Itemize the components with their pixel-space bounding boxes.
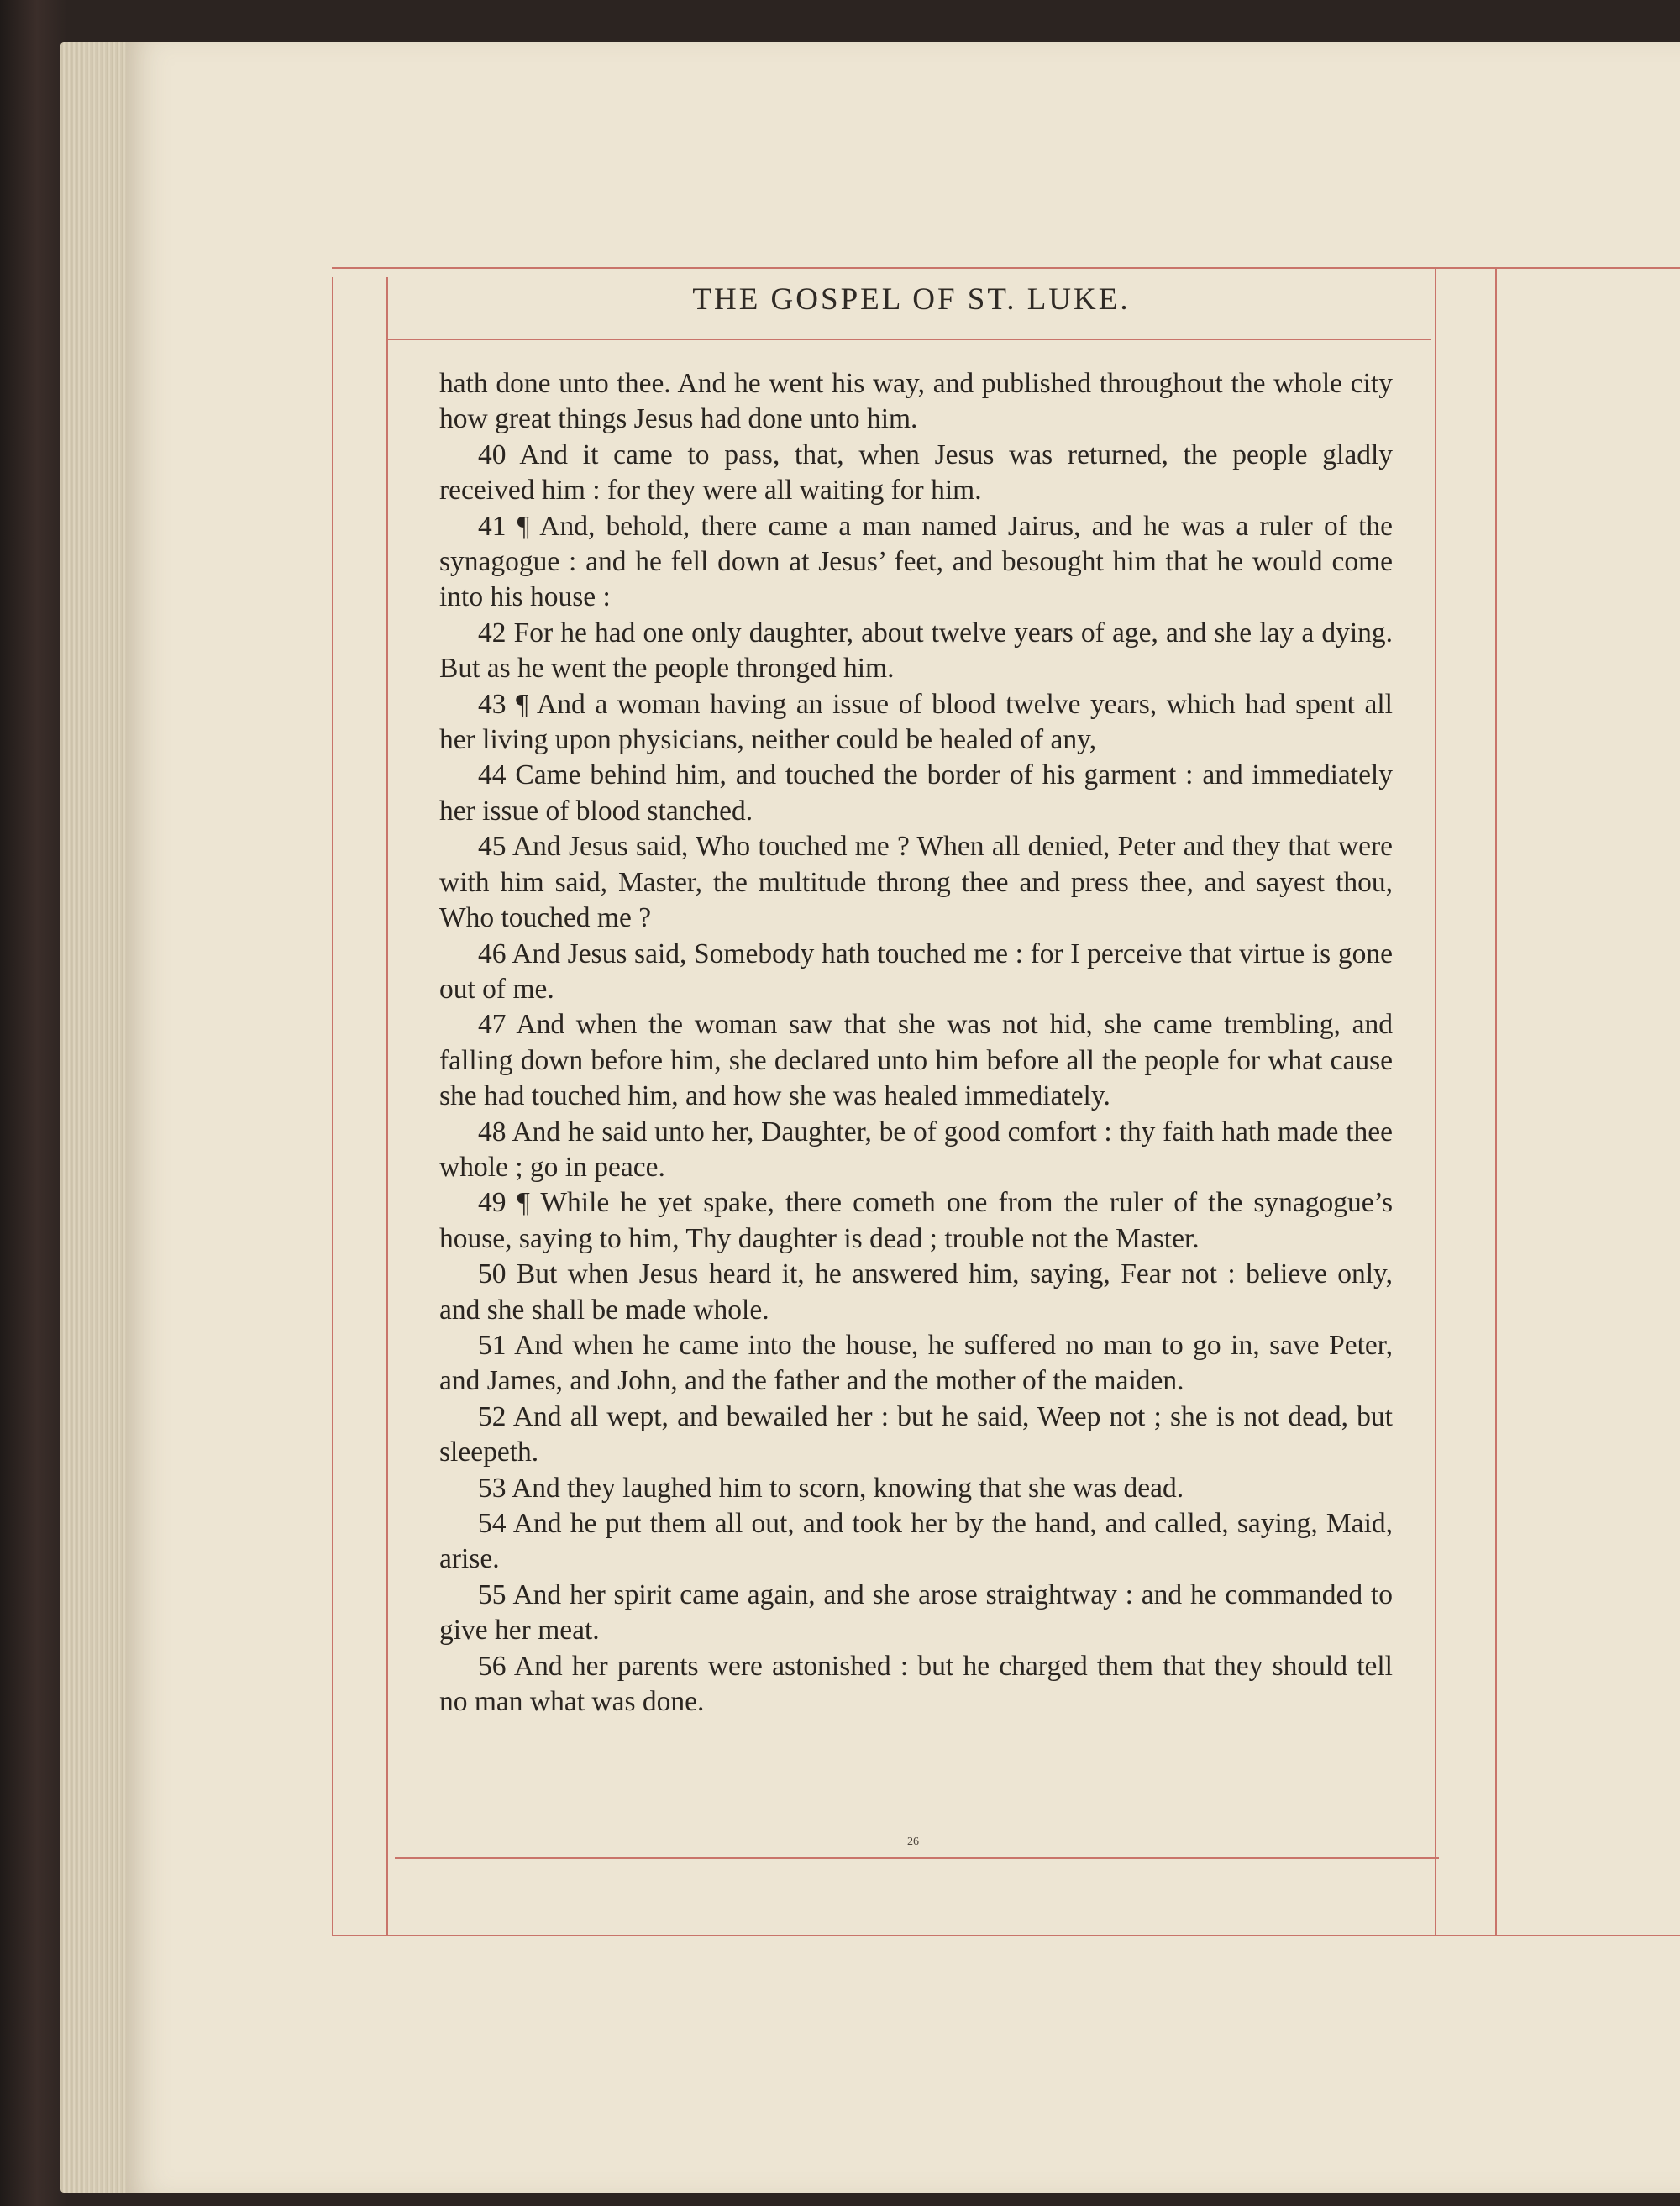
verse-paragraph: hath done unto thee. And he went his way, and published throughout the whole city how great things Jesus had done unto him. [439, 368, 1393, 435]
running-header: THE GOSPEL OF ST. LUKE. [692, 282, 1131, 317]
verse-paragraph: 47 And when the woman saw that she was not hid, she came trembling, and falling down before him, she declared unto him before all the people for what cause she had touched him, and how she was healed immediately. [439, 1009, 1393, 1112]
verse-paragraph: 51 And when he came into the house, he suffered no man to go in, save Peter, and James, and John, and the father and the mother of the maiden. [439, 1329, 1393, 1397]
verse-paragraph: 41 ¶ And, behold, there came a man named Jairus, and he was a ruler of the synagogue : and he fell down at Jesus’ feet, and besought him that he would come into his house : [439, 510, 1393, 613]
rule-bottom-inner [395, 1857, 1439, 1859]
verse-paragraph: 49 ¶ While he yet spake, there cometh one from the ruler of the synagogue’s house, saying to him, Thy daughter is dead ; trouble not the Master. [439, 1187, 1393, 1254]
verse-paragraph: 52 And all wept, and bewailed her : but he said, Weep not ; she is not dead, but sleepeth. [439, 1400, 1393, 1468]
verse-paragraph: 46 And Jesus said, Somebody hath touched me : for I perceive that virtue is gone out of me. [439, 938, 1393, 1005]
verse-paragraph: 53 And they laughed him to scorn, knowing that she was dead. [478, 1472, 1184, 1504]
verse-paragraph: 42 For he had one only daughter, about twelve years of age, and she lay a dying. But as he went the people thronged him. [439, 617, 1393, 685]
verse-paragraph: 40 And it came to pass, that, when Jesus was returned, the people gladly received him : for they were all waiting for him. [439, 439, 1393, 507]
page-edge-stack [60, 42, 136, 2193]
verse-paragraph: 55 And her spirit came again, and she arose straightway : and he commanded to give her meat. [439, 1578, 1393, 1647]
verse-paragraph: 50 But when Jesus heard it, he answered him, saying, Fear not : believe only, and she shall be made whole. [439, 1258, 1393, 1326]
rule-bottom-outer [332, 1935, 1680, 1936]
verse-paragraph: 54 And he put them all out, and took her by the hand, and called, saying, Maid, arise. [439, 1508, 1393, 1575]
verse-paragraph: 44 Came behind him, and touched the border of his garment : and immediately her issue of blood stanched. [439, 759, 1393, 827]
verse-paragraph: 45 And Jesus said, Who touched me ? When all denied, Peter and they that were with him said, Master, the multitude throng thee and press thee, and sayest thou, Who touched me ? [439, 831, 1393, 934]
verse-paragraph: 56 And her parents were astonished : but he charged them that they should tell no man what was done. [439, 1650, 1393, 1718]
rule-right-outer [1495, 269, 1497, 1936]
rule-left-inner [386, 277, 388, 1936]
verse-paragraph: 48 And he said unto her, Daughter, be of good comfort : thy faith hath made thee whole ; go in peace. [439, 1116, 1393, 1183]
scripture-text [439, 366, 1393, 1720]
rule-left-outer [332, 277, 333, 1936]
verse-paragraph: 43 ¶ And a woman having an issue of blood twelve years, which had spent all her living upon physicians, neither could be healed of any, [439, 688, 1393, 756]
book-page [126, 42, 1680, 2193]
page-number: 26 [907, 1836, 919, 1848]
rule-right-inner [1435, 269, 1436, 1936]
rule-header-underline [386, 339, 1431, 340]
rule-top-outer [332, 267, 1680, 269]
